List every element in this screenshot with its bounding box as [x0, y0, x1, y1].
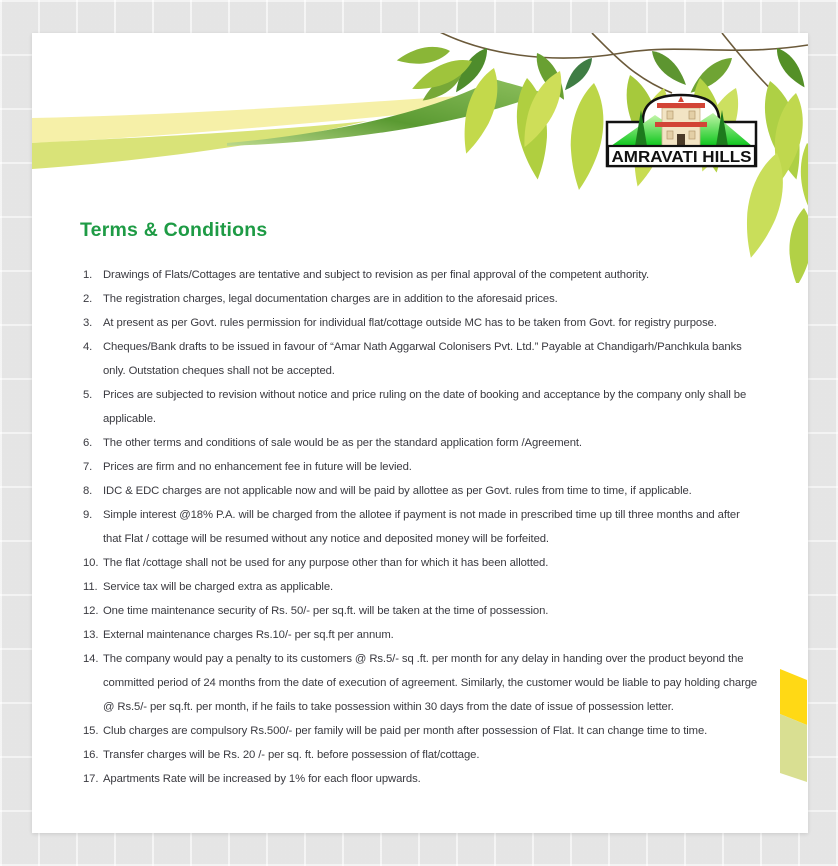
term-item	[83, 599, 759, 623]
term-text: Prices are subjected to revision without notice and price ruling on the date of booking and acceptance by the company only shall be applicable.	[103, 389, 747, 425]
logo-text: AMRAVATI HILLS	[611, 149, 752, 166]
term-number: 10.	[83, 557, 99, 569]
term-text: Simple interest @18% P.A. will be charged from the allotee if payment is not made in prescribed time up till three months and after that Flat / cottage will be resumed without any notice and deposited money will be forfeited.	[103, 509, 740, 545]
term-number: 4.	[83, 341, 93, 353]
term-text: Apartments Rate will be increased by 1% for each floor upwards.	[103, 773, 421, 785]
term-text: The flat /cottage shall not be used for any purpose other than for which it has been allotted.	[103, 557, 549, 569]
term-text: The other terms and conditions of sale would be as per the standard application form /Agreement.	[103, 437, 582, 449]
term-item	[83, 431, 759, 455]
term-item	[83, 287, 759, 311]
term-item	[83, 503, 759, 551]
term-number: 2.	[83, 293, 93, 305]
term-text: One time maintenance security of Rs. 50/- per sq.ft. will be taken at the time of possession.	[103, 605, 549, 617]
term-item	[83, 647, 759, 719]
ribbon-pale-part	[780, 714, 807, 782]
term-text: Drawings of Flats/Cottages are tentative and subject to revision as per final approval of the competent authority.	[103, 269, 650, 281]
page-title: Terms & Conditions	[80, 219, 268, 241]
term-number: 1.	[83, 269, 93, 281]
term-item	[83, 263, 759, 287]
term-number: 3.	[83, 317, 93, 329]
term-item	[83, 575, 759, 599]
amravati-hills-logo	[605, 92, 758, 170]
term-item	[83, 383, 759, 431]
term-number: 8.	[83, 485, 93, 497]
term-item	[83, 767, 759, 791]
term-number: 7.	[83, 461, 93, 473]
ribbon-decoration	[780, 669, 808, 782]
term-number: 14.	[83, 653, 99, 665]
term-text: The company would pay a penalty to its customers @ Rs.5/- sq .ft. per month for any delay in handing over the product beyond the committed period of 24 months from the date of execution of agreement. Similarly, the customer would be liable to pay holding charge @ Rs.5/- per sq.ft. per month, if he fails to take possession within 30 days from the date of issue of possession letter.	[103, 653, 758, 713]
term-item	[83, 311, 759, 335]
term-text: Cheques/Bank drafts to be issued in favour of “Amar Nath Aggarwal Colonisers Pvt. Ltd.” Payable at Chandigarh/Panchkula banks only. Outstation cheques shall not be accepted.	[103, 341, 742, 377]
term-text: Prices are firm and no enhancement fee in future will be levied.	[103, 461, 412, 473]
term-text: At present as per Govt. rules permission for individual flat/cottage outside MC has to be taken from Govt. for registry purpose.	[103, 317, 717, 329]
house-icon	[655, 96, 707, 146]
term-item	[83, 335, 759, 383]
term-text: Club charges are compulsory Rs.500/- per family will be paid per month after possession of Flat. It can change time to time.	[103, 725, 708, 737]
term-number: 12.	[83, 605, 99, 617]
term-text: Service tax will be charged extra as applicable.	[103, 581, 334, 593]
term-number: 13.	[83, 629, 99, 641]
term-item	[83, 743, 759, 767]
term-number: 16.	[83, 749, 99, 761]
term-text: External maintenance charges Rs.10/- per sq.ft per annum.	[103, 629, 394, 641]
term-number: 5.	[83, 389, 93, 401]
term-item	[83, 455, 759, 479]
term-number: 17.	[83, 773, 99, 785]
term-item	[83, 719, 759, 743]
term-text: IDC & EDC charges are not applicable now and will be paid by allottee as per Govt. rules from time to time, if applicable.	[103, 485, 692, 497]
document-page	[32, 33, 808, 833]
terms-list	[83, 263, 759, 791]
term-item	[83, 623, 759, 647]
term-item	[83, 479, 759, 503]
term-text: Transfer charges will be Rs. 20 /- per sq. ft. before possession of flat/cottage.	[103, 749, 480, 761]
term-number: 11.	[83, 581, 98, 593]
term-item	[83, 551, 759, 575]
term-number: 6.	[83, 437, 93, 449]
term-text: The registration charges, legal documentation charges are in addition to the aforesaid prices.	[103, 293, 558, 305]
term-number: 9.	[83, 509, 93, 521]
term-number: 15.	[83, 725, 99, 737]
